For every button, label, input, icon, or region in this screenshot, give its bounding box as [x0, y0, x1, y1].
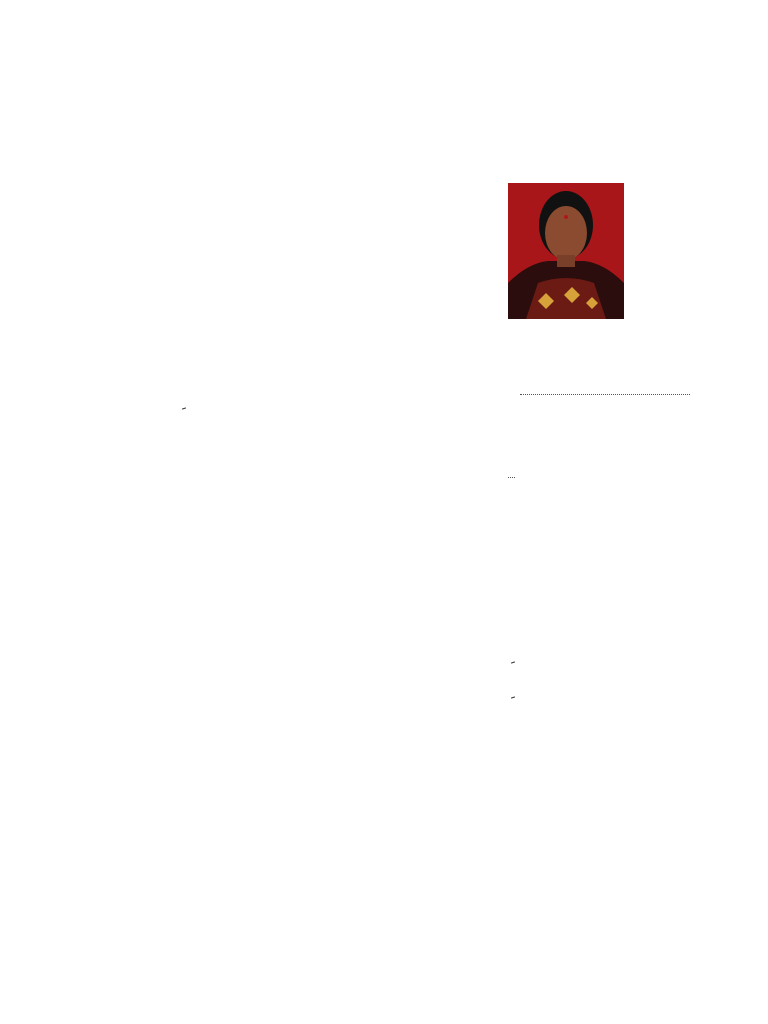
name-dotted-line — [520, 394, 690, 395]
mark-1 — [508, 465, 515, 477]
form-title — [347, 211, 350, 226]
applicant-photo — [508, 183, 624, 319]
